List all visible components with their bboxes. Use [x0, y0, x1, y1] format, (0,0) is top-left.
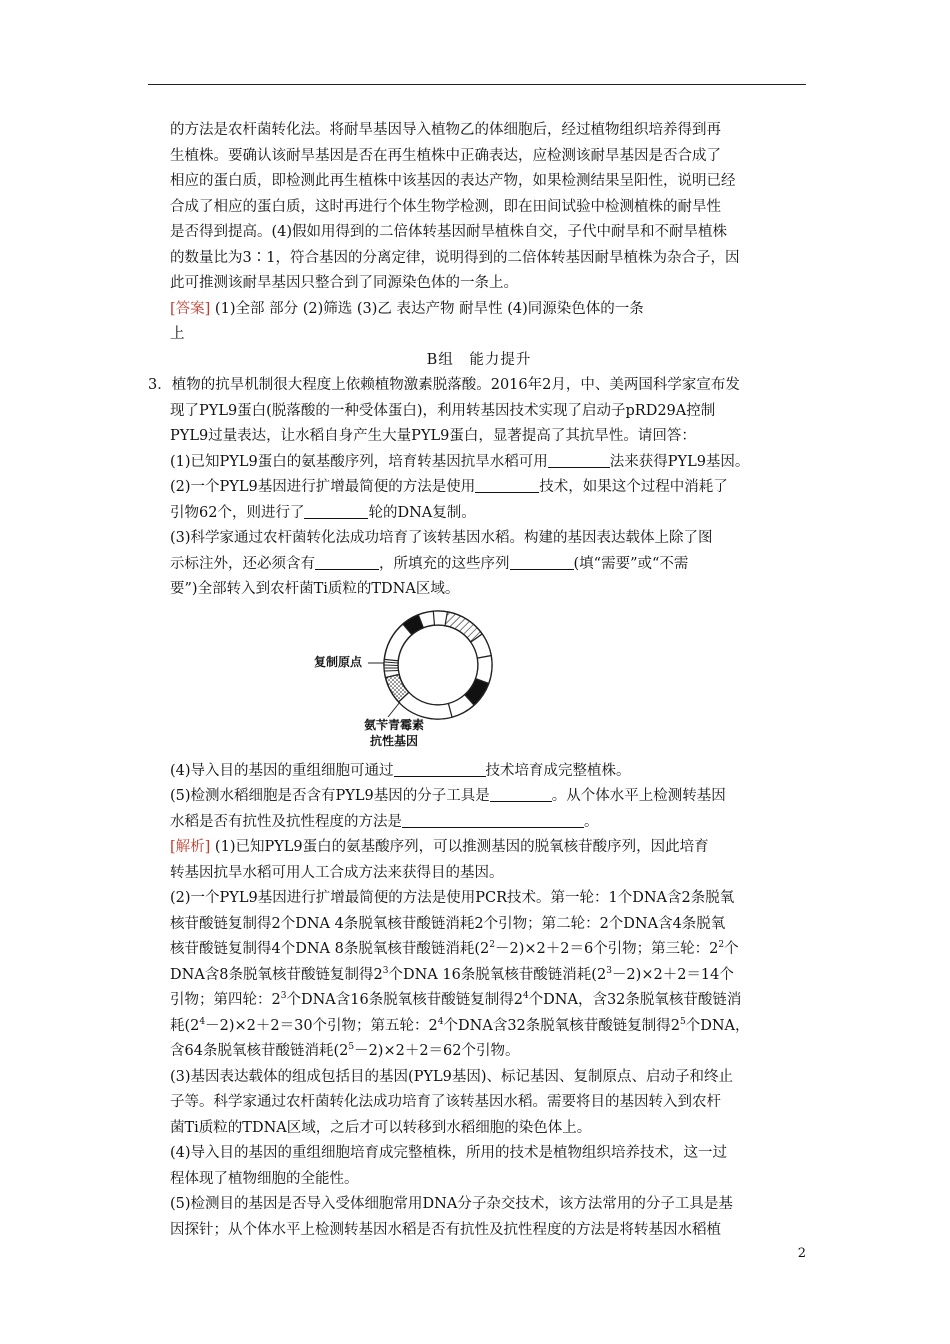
superscript: 4: [199, 1016, 206, 1027]
text-run: 含64条脱氧核苷酸链消耗(2: [170, 1043, 349, 1059]
answer-line: [148, 297, 810, 323]
text-run: －2)×2＋2＝62个引物。: [354, 1043, 520, 1059]
answer-line-2: 上: [170, 326, 185, 342]
answer-tag: [答案]: [170, 300, 211, 317]
plasmid-figure: [148, 605, 810, 755]
sub-question-2: [148, 475, 810, 501]
superscript: 3: [382, 965, 389, 976]
analysis-line: 程体现了植物细胞的全能性。: [170, 1170, 359, 1187]
superscript: 3: [606, 965, 612, 976]
text-run: －2)×2＋2＝14个: [611, 966, 734, 983]
q3-text-b: ，所填充的这些序列: [379, 555, 510, 572]
analysis-line: 核苷酸链复制得2个DNA 4条脱氧核苷酸链消耗2个引物；第二轮：2个DNA含4条脱氧: [170, 915, 726, 932]
analysis-line: 转基因抗旱水稻可用人工合成方法来获得目的基因。: [170, 864, 504, 881]
q2-text-a: (2)一个PYL9基因进行扩增最简便的方法是使用: [170, 479, 476, 495]
figure-label-amp-2: 抗性基因: [369, 733, 418, 748]
q2-text-b: 技术，如果这个过程中消耗了: [539, 479, 728, 495]
answer-blank[interactable]: [394, 760, 486, 777]
sub-question-3-end: 要”)全部转入到农杆菌Ti质粒的TDNA区域。: [170, 581, 460, 597]
text-run: 核苷酸链复制得4个DNA 8条脱氧核苷酸链消耗(2: [170, 941, 490, 957]
superscript: 5: [348, 1042, 355, 1053]
stem-line: PYL9过量表达，让水稻自身产生大量PYL9蛋白，显著提高了其抗旱性。请回答：: [170, 428, 696, 444]
text-run: 个DNA含16条脱氧核苷酸链复制得2: [286, 992, 523, 1008]
text-line: 此可推测该耐旱基因只整合到了同源染色体的一条上。: [170, 275, 518, 291]
sub-question-5-cont: [148, 810, 810, 836]
section-title: B组 能力提升: [426, 351, 532, 368]
analysis-line: [148, 835, 810, 861]
stem-line: 3．植物的抗旱机制很大程度上依赖植物激素脱落酸。2016年2月，中、美两国科学家宣布发: [148, 377, 740, 393]
text-line: 的数量比为3∶1，符合基因的分离定律，说明得到的二倍体转基因耐旱植株为杂合子，因: [170, 249, 740, 266]
q3-text-c: (填“需要”或“不需: [573, 555, 689, 572]
q5-text-d: 。: [584, 813, 599, 830]
question-3: [148, 373, 810, 835]
q1-text-a: (1)已知PYL9蛋白的氨基酸序列，培育转基因抗旱水稻可用: [170, 453, 548, 470]
analysis-line: [148, 963, 810, 989]
q2-text-c: 引物62个，则进行了: [170, 504, 305, 521]
q4-text-b: 技术培育成完整植株。: [485, 762, 631, 779]
text-run: 个: [724, 941, 739, 957]
text-line: 相应的蛋白质，即检测此再生植株中该基因的表达产物，如果检测结果呈阳性，说明已经: [170, 173, 736, 189]
superscript: 3: [280, 991, 287, 1002]
page-number: 2: [797, 1246, 806, 1261]
text-line: 是否得到提高。(4)假如用得到的二倍体转基因耐旱植株自交，子代中耐旱和不耐旱植株: [170, 224, 728, 240]
q1-text-b: 法来获得PYL9基因。: [609, 453, 750, 470]
analysis-line: 因探针；从个体水平上检测转基因水稻是否有抗性及抗性程度的方法是将转基因水稻植: [170, 1221, 721, 1238]
sub-question-3-cont: [148, 552, 810, 578]
q2-text-d: 轮的DNA复制。: [368, 504, 476, 521]
superscript: 5: [680, 1016, 686, 1027]
answer-text: (1)全部 部分 (2)筛选 (3)乙 表达产物 耐旱性 (4)同源染色体的一条: [210, 300, 644, 317]
figure-label-amp-1: 氨苄青霉素: [363, 717, 424, 732]
answer-blank[interactable]: [315, 553, 379, 570]
figure-label-origin: 复制原点: [314, 654, 363, 669]
analysis-line: [148, 988, 810, 1014]
sub-question-5: [148, 784, 810, 810]
analysis-line: (5)检测目的基因是否导入受体细胞常用DNA分子杂交技术，该方法常用的分子工具是基: [170, 1196, 733, 1212]
text-run: 引物；第四轮：2: [170, 992, 281, 1008]
sub-question-2-cont: [148, 501, 810, 527]
q5-text-a: (5)检测水稻细胞是否含有PYL9基因的分子工具是: [170, 788, 490, 804]
text-run: 个DNA，含32条脱氧核苷酸链消: [528, 992, 742, 1008]
analysis-line: (2)一个PYL9基因进行扩增最简便的方法是使用PCR技术。第一轮：1个DNA含2条脱氧: [170, 890, 735, 906]
analysis-line: 菌Ti质粒的TDNA区域，之后才可以转移到水稻细胞的染色体上。: [170, 1119, 592, 1136]
analysis-line: 子等。科学家通过农杆菌转化法成功培育了该转基因水稻。需要将目的基因转入到农杆: [170, 1094, 721, 1110]
text-run: 个DNA 16条脱氧核苷酸链消耗(2: [388, 966, 607, 983]
answer-blank[interactable]: [304, 502, 368, 519]
analysis: [148, 835, 810, 1243]
sub-question-1: [148, 450, 810, 476]
answer-blank[interactable]: [490, 785, 552, 802]
superscript: 4: [437, 1016, 444, 1027]
analysis-text: (1)已知PYL9蛋白的氨基酸序列，可以推测基因的脱氧核苷酸序列，因此培育: [210, 839, 709, 855]
superscript: 4: [522, 991, 529, 1002]
header-rule: [148, 84, 806, 85]
q4-text-a: (4)导入目的基因的重组细胞可通过: [170, 762, 394, 779]
text-run: －2)×2＋2＝6个引物；第三轮：2: [494, 941, 719, 957]
answer-blank[interactable]: [402, 811, 584, 828]
prev-analysis: [148, 118, 810, 348]
superscript: 2: [489, 940, 495, 951]
q3-text-a: 示标注外，还必须含有: [170, 555, 315, 572]
text-run: 耗(2: [170, 1017, 200, 1034]
text-run: －2)×2＋2＝30个引物；第五轮：2: [205, 1017, 438, 1034]
q5-text-b: 。从个体水平上检测转基因: [551, 788, 726, 804]
text-run: DNA含8条脱氧核苷酸链复制得2: [170, 966, 383, 983]
text-line: 生植株。要确认该耐旱基因是否在再生植株中正确表达，应检测该耐旱基因是否合成了: [170, 147, 721, 164]
text-run: 个DNA含32条脱氧核苷酸链复制得2: [443, 1017, 680, 1034]
analysis-line: [148, 1014, 810, 1040]
q5-text-c: 水稻是否有抗性及抗性程度的方法是: [170, 813, 402, 830]
text-line: 合成了相应的蛋白质，这时再进行个体生物学检测，即在田间试验中检测植株的耐旱性: [170, 198, 721, 215]
analysis-line: (4)导入目的基因的重组细胞培育成完整植株，所用的技术是植物组织培养技术，这一过: [170, 1145, 728, 1161]
analysis-line: [148, 1039, 810, 1065]
analysis-line: (3)基因表达载体的组成包括目的基因(PYL9基因)、标记基因、复制原点、启动子和终止: [170, 1068, 734, 1085]
superscript: 2: [718, 940, 725, 951]
answer-blank[interactable]: [548, 451, 610, 468]
text-run: 个DNA，: [685, 1017, 750, 1034]
analysis-tag: [解析]: [170, 839, 211, 855]
text-line: 的方法是农杆菌转化法。将耐旱基因导入植物乙的体细胞后，经过植物组织培养得到再: [170, 122, 721, 138]
answer-blank[interactable]: [475, 476, 539, 493]
amp-leader-line: [388, 702, 400, 717]
analysis-line: [148, 937, 810, 963]
page-content: [148, 118, 810, 1243]
sub-question-3: (3)科学家通过农杆菌转化法成功培育了该转基因水稻。构建的基因表达载体上除了图: [170, 530, 713, 546]
answer-blank[interactable]: [510, 553, 574, 570]
stem-line: 现了PYL9蛋白(脱落酸的一种受体蛋白)，利用转基因技术实现了启动子pRD29A控制: [170, 402, 716, 419]
sub-question-4: [148, 759, 810, 785]
